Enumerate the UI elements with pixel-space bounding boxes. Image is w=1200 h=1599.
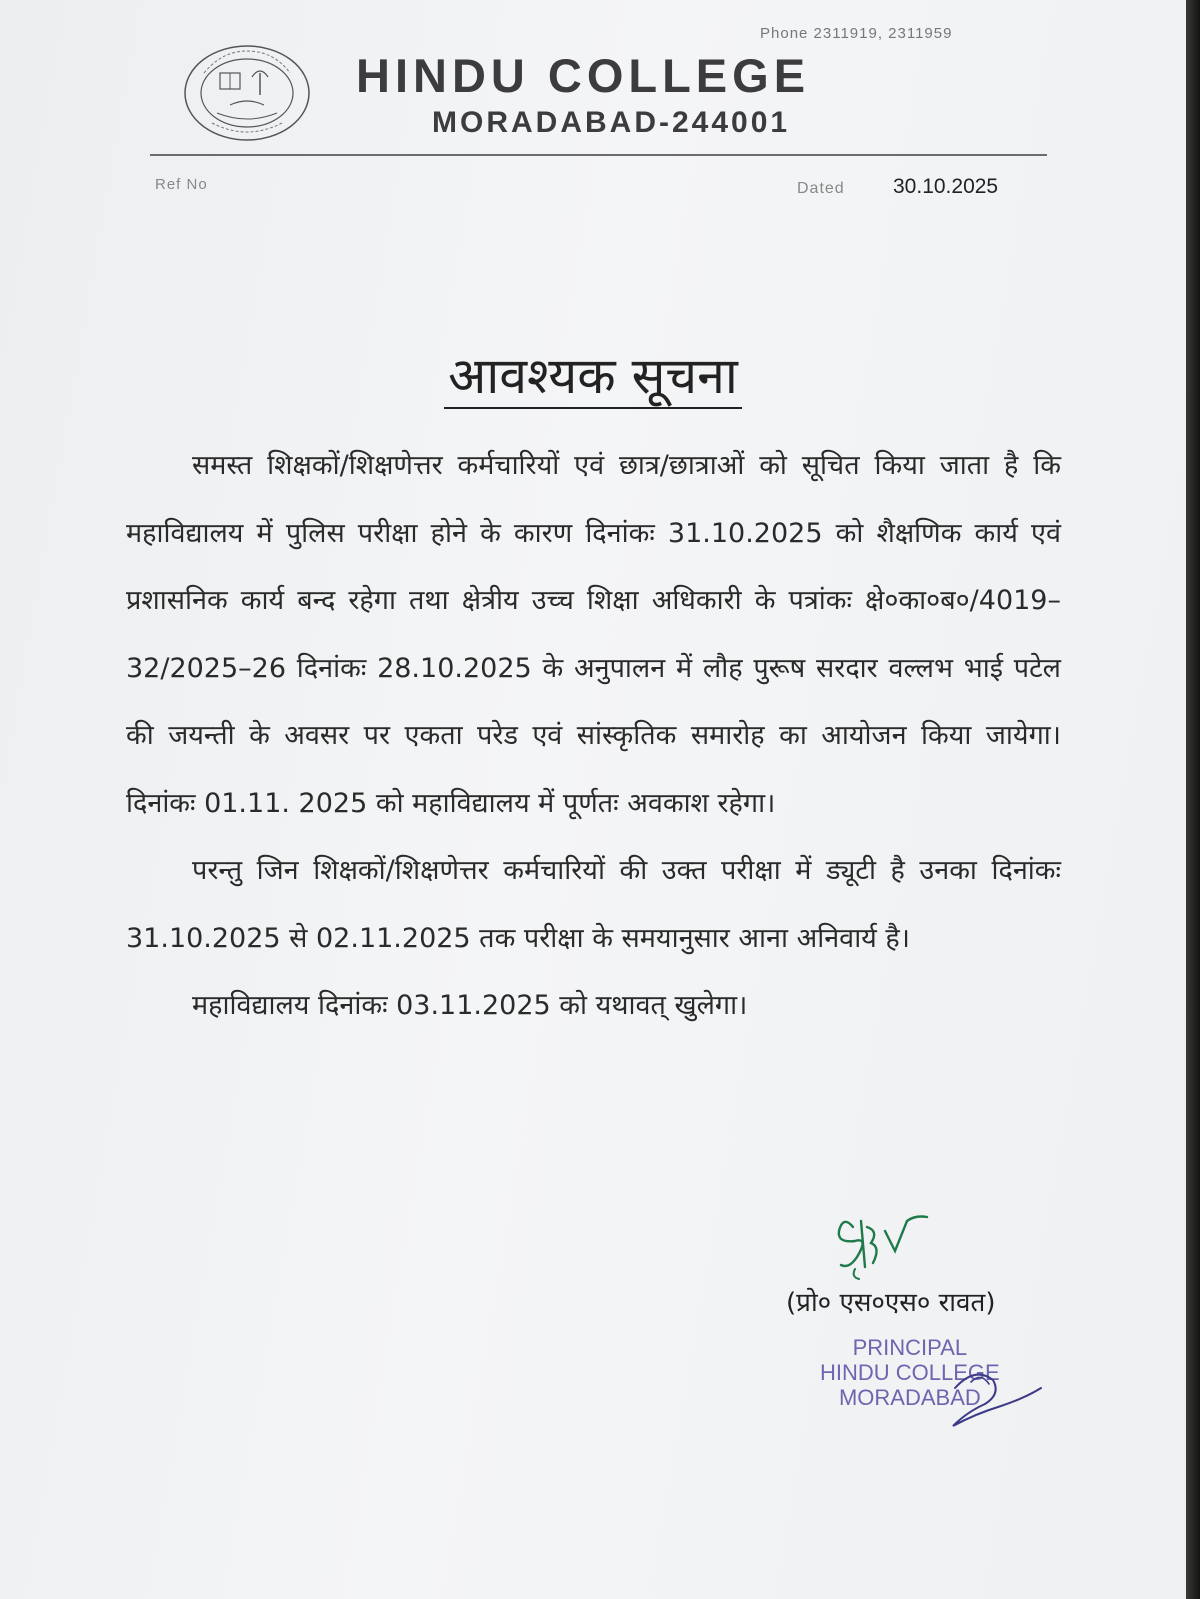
notice-paragraph-3: महाविद्यालय दिनांकः 03.11.2025 को यथावत् खुलेगा। <box>192 990 748 1021</box>
handwritten-signature-icon <box>835 1207 945 1282</box>
background-edge <box>1186 0 1200 1599</box>
dated-value: 30.10.2025 <box>893 175 999 198</box>
notice-title: आवश्यक सूचना <box>444 347 742 409</box>
stamp-initials-icon <box>945 1358 1045 1433</box>
college-name: HINDU COLLEGE <box>356 49 811 102</box>
dated-label: Dated <box>797 180 845 197</box>
signatory-name: (प्रो० एस०एस० रावत) <box>786 1288 996 1318</box>
notice-title-wrap <box>0 340 1186 408</box>
notice-body <box>126 432 1061 1040</box>
notice-paragraph-1: समस्त शिक्षकों/शिक्षणेत्तर कर्मचारियों एवं छात्र/छात्राओं को सूचित किया जाता है कि महाविद्यालय में पुलिस परीक्षा होने के कारण दिनांकः 31.10.2025 को शैक्षणिक कार्य एवं प्रशासनिक कार्य बन्द रहेगा तथा क्षेत्रीय उच्च शिक्षा अधिकारी के पत्रांकः क्षे०का०ब०/4019–32/2025–26 दिनांकः 28.10.2025 के अनुपालन में लौह पुरूष सरदार वल्लभ भाई पटेल की जयन्ती के अवसर पर एकता परेड एवं सांस्कृतिक समारोह का आयोजन किया जायेगा। दिनांकः 01.11. 2025 को महाविद्यालय में पूर्णतः अवकाश रहेगा। <box>126 450 1061 819</box>
college-address: MORADABAD-244001 <box>432 106 791 139</box>
stamp-line-principal: PRINCIPAL <box>852 1335 968 1360</box>
stamp-line-city: MORADABAD <box>838 1385 981 1410</box>
notice-paragraph-2: परन्तु जिन शिक्षकों/शिक्षणेत्तर कर्मचारियों की उक्त परीक्षा में ड्यूटी है उनका दिनांकः 31.10.2025 से 02.11.2025 तक परीक्षा के समयानुसार आना अनिवार्य है। <box>126 855 1061 954</box>
ref-no-label: Ref No <box>155 176 208 193</box>
stamp-line-college: HINDU COLLEGE <box>820 1360 1000 1385</box>
phone-numbers: Phone 2311919, 2311959 <box>760 25 953 42</box>
letterhead-divider <box>150 154 1047 156</box>
college-seal-icon <box>182 43 312 143</box>
